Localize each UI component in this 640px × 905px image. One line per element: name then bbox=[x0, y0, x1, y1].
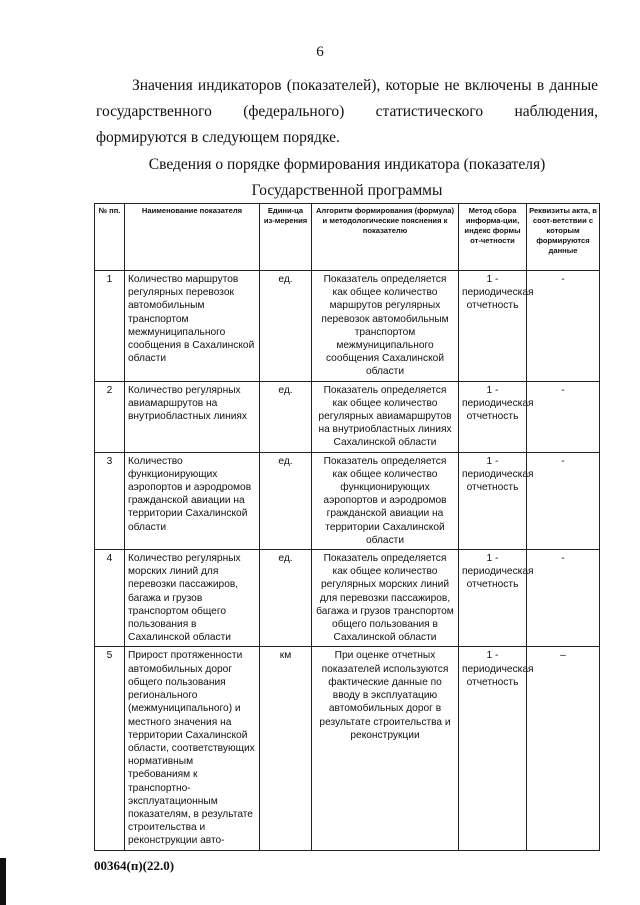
header-requisites: Реквизиты акта, в соот-ветствии с которым формируются данные bbox=[527, 204, 600, 271]
row-num: 1 bbox=[95, 271, 125, 382]
row-requisites: - bbox=[527, 271, 600, 382]
indicator-table bbox=[94, 203, 600, 851]
row-unit: ед. bbox=[260, 452, 312, 549]
row-method: 1 - периодическая отчетность bbox=[459, 550, 527, 647]
row-requisites: – bbox=[527, 647, 600, 850]
table-row bbox=[95, 452, 600, 549]
row-num: 2 bbox=[95, 381, 125, 452]
row-requisites: - bbox=[527, 381, 600, 452]
scan-margin-bar bbox=[0, 858, 6, 905]
page-number: 6 bbox=[316, 44, 324, 60]
row-name: Прирост протяженности автомобильных дорог общего пользования регионального (межмуниципального) и местного значения на территории Сахалинской области, соответствующих нормативным требованиям к транспортно-эксплуатационным показателям, в результате строительства и реконструкции авто- bbox=[125, 647, 260, 850]
intro-paragraph bbox=[96, 73, 598, 151]
row-unit: ед. bbox=[260, 271, 312, 382]
row-algorithm: При оценке отчетных показателей используются фактические данные по вводу в эксплуатацию автомобильных дорог в результате строительства и реконструкции bbox=[312, 647, 459, 850]
table-row bbox=[95, 381, 600, 452]
header-num: № пп. bbox=[95, 204, 125, 271]
header-unit: Едини-ца из-мерения bbox=[260, 204, 312, 271]
row-algorithm: Показатель определяется как общее количество маршрутов регулярных перевозок автомобильным транспортом межмуниципального сообщения Сахалинской области bbox=[312, 271, 459, 382]
row-requisites: - bbox=[527, 550, 600, 647]
header-method: Метод сбора информа-ции, индекс формы от-четности bbox=[459, 204, 527, 271]
row-unit: ед. bbox=[260, 550, 312, 647]
table-row bbox=[95, 550, 600, 647]
table-header-row bbox=[95, 204, 600, 271]
table-row bbox=[95, 647, 600, 850]
row-algorithm: Показатель определяется как общее количество функционирующих аэропортов и аэродромов гражданской авиации на территории Сахалинской области bbox=[312, 452, 459, 549]
row-requisites: - bbox=[527, 452, 600, 549]
table-title-line-2: Государственной программы bbox=[251, 182, 443, 199]
header-name: Наименование показателя bbox=[125, 204, 260, 271]
row-num: 5 bbox=[95, 647, 125, 850]
row-name: Количество регулярных авиамаршрутов на внутриобластных линиях bbox=[125, 381, 260, 452]
row-algorithm: Показатель определяется как общее количество регулярных авиамаршрутов на внутриобластных линиях Сахалинской области bbox=[312, 381, 459, 452]
header-algorithm: Алгоритм формирования (формула) и методологические пояснения к показателю bbox=[312, 204, 459, 271]
row-name: Количество функционирующих аэропортов и аэродромов гражданской авиации на территории Сахалинской области bbox=[125, 452, 260, 549]
row-unit: км bbox=[260, 647, 312, 850]
row-num: 3 bbox=[95, 452, 125, 549]
intro-text: Значения индикаторов (показателей), которые не включены в данные государственного (федерального) статистического наблюдения, формируются в следующем порядке. bbox=[96, 77, 598, 146]
row-method: 1 - периодическая отчетность bbox=[459, 381, 527, 452]
row-name: Количество регулярных морских линий для перевозки пассажиров, багажа и грузов транспортом общего пользования в Сахалинской области bbox=[125, 550, 260, 647]
row-algorithm: Показатель определяется как общее количество регулярных морских линий для перевозки пассажиров, багажа и грузов транспортом общего пользования в Сахалинской области bbox=[312, 550, 459, 647]
row-method: 1 - периодическая отчетность bbox=[459, 271, 527, 382]
row-name: Количество маршрутов регулярных перевозок автомобильным транспортом межмуниципального сообщения в Сахалинской области bbox=[125, 271, 260, 382]
table-row bbox=[95, 271, 600, 382]
row-unit: ед. bbox=[260, 381, 312, 452]
document-code: 00364(п)(22.0) bbox=[94, 858, 175, 873]
row-num: 4 bbox=[95, 550, 125, 647]
table-title-line-1: Сведения о порядке формирования индикатора (показателя) bbox=[148, 156, 546, 173]
row-method: 1 - периодическая отчетность bbox=[459, 647, 527, 850]
table-title bbox=[96, 152, 598, 204]
row-method: 1 - периодическая отчетность bbox=[459, 452, 527, 549]
